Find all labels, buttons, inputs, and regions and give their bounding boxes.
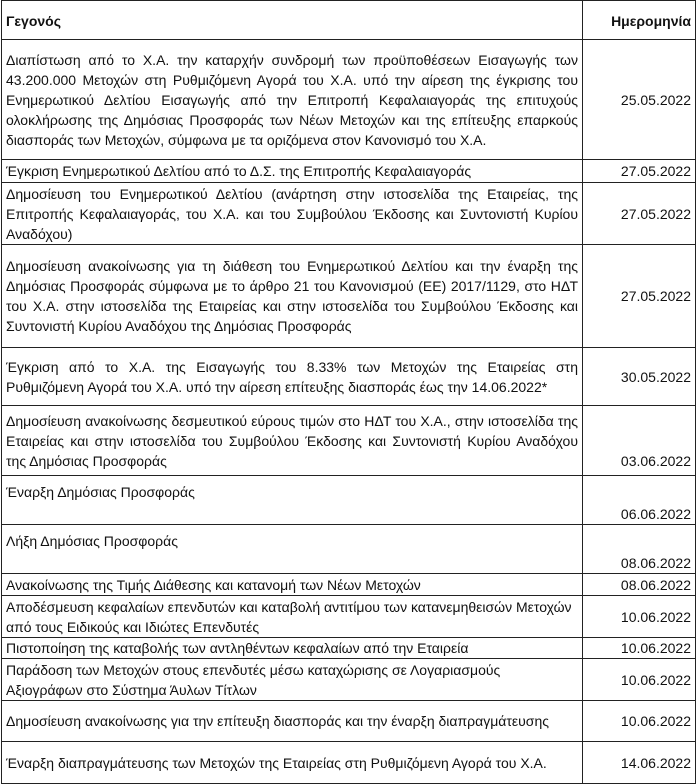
date-cell: 27.05.2022 bbox=[583, 183, 696, 245]
event-cell: Παράδοση των Μετοχών στους επενδυτές μέσω καταχώρισης σε Λογαριασμούς Αξιογράφων στο Σύστημα Άυλων Τίτλων bbox=[2, 659, 583, 701]
event-cell: Δημοσίευση του Ενημερωτικού Δελτίου (ανάρτηση στην ιστοσελίδα της Εταιρείας, της Επιτροπής Κεφαλαιαγοράς, του Χ.Α. και του Συμβούλου Έκδοσης και Συντονιστή Κυρίου Αναδόχου) bbox=[2, 183, 583, 245]
date-cell: 10.06.2022 bbox=[583, 659, 696, 701]
event-cell: Διαπίστωση από το Χ.Α. την καταρχήν συνδρομή των προϋποθέσεων Εισαγωγής των 43.200.000 Μετοχών στη Ρυθμιζόμενη Αγορά του Χ.Α. υπό την αίρεση της έγκρισης του Ενημερωτικού Δελτίου Εισαγωγής από την Επιτροπή Κεφαλαιαγοράς της επιτυχούς ολοκλήρωσης της Δημόσιας Προσφοράς των Νέων Μετοχών και της επίτευξης επαρκούς διασποράς των Μετοχών, σύμφωνα με τα οριζόμενα στον Κανονισμό του Χ.Α. bbox=[2, 40, 583, 160]
table-row bbox=[2, 742, 696, 784]
date-cell: 30.05.2022 bbox=[583, 348, 696, 406]
event-cell: Έναρξη Δημόσιας Προσφοράς bbox=[2, 476, 583, 525]
event-cell: Αποδέσμευση κεφαλαίων επενδυτών και καταβολή αντιτίμου των κατανεμηθεισών Μετοχών από τους Ειδικούς και Ιδιώτες Επενδυτές bbox=[2, 596, 583, 638]
table-row bbox=[2, 348, 696, 406]
table-row bbox=[2, 406, 696, 476]
event-cell: Έγκριση από το Χ.Α. της Εισαγωγής του 8.33% των Μετοχών της Εταιρείας στη Ρυθμιζόμενη Αγορά του Χ.Α. υπό την αίρεση επίτευξης διασποράς έως την 14.06.2022* bbox=[2, 348, 583, 406]
date-cell: 25.05.2022 bbox=[583, 40, 696, 160]
table-row bbox=[2, 476, 696, 525]
table-row bbox=[2, 183, 696, 245]
event-cell: Δημοσίευση ανακοίνωσης δεσμευτικού εύρους τιμών στο ΗΔΤ του Χ.Α., στην ιστοσελίδα της Εταιρείας και στην ιστοσελίδα του Συμβούλου Έκδοσης και Συντονιστή Κυρίου Αναδόχου της Δημόσιας Προσφοράς bbox=[2, 406, 583, 476]
table-row bbox=[2, 574, 696, 596]
date-cell: 27.05.2022 bbox=[583, 160, 696, 183]
header-event: Γεγονός bbox=[2, 1, 583, 40]
event-cell: Έγκριση Ενημερωτικού Δελτίου από το Δ.Σ. της Επιτροπής Κεφαλαιαγοράς bbox=[2, 160, 583, 183]
timetable bbox=[1, 0, 696, 784]
event-cell: Έναρξη διαπραγμάτευσης των Μετοχών της Εταιρείας στη Ρυθμιζόμενη Αγορά του Χ.Α. bbox=[2, 742, 583, 784]
date-cell: 08.06.2022 bbox=[583, 574, 696, 596]
table-row bbox=[2, 525, 696, 574]
event-cell: Πιστοποίηση της καταβολής των αντληθέντων κεφαλαίων από την Εταιρεία bbox=[2, 638, 583, 659]
header-date: Ημερομηνία bbox=[583, 1, 696, 40]
event-cell: Λήξη Δημόσιας Προσφοράς bbox=[2, 525, 583, 574]
event-cell: Δημοσίευση ανακοίνωσης για την επίτευξη διασποράς και την έναρξη διαπραγμάτευσης bbox=[2, 701, 583, 742]
date-cell: 27.05.2022 bbox=[583, 245, 696, 348]
date-cell: 10.06.2022 bbox=[583, 701, 696, 742]
table-row bbox=[2, 659, 696, 701]
table-row bbox=[2, 245, 696, 348]
date-cell: 06.06.2022 bbox=[583, 476, 696, 525]
date-cell: 03.06.2022 bbox=[583, 406, 696, 476]
date-cell: 08.06.2022 bbox=[583, 525, 696, 574]
event-cell: Δημοσίευση ανακοίνωσης για τη διάθεση του Ενημερωτικού Δελτίου και την έναρξη της Δημόσιας Προσφοράς σύμφωνα με το άρθρο 21 του Κανονισμού (ΕΕ) 2017/1129, στο ΗΔΤ του Χ.Α. στην ιστοσελίδα της Εταιρείας και στην ιστοσελίδα του Συμβούλου Έκδοσης και Συντονιστή Κυρίου Αναδόχου της Δημόσιας Προσφοράς bbox=[2, 245, 583, 348]
date-cell: 10.06.2022 bbox=[583, 638, 696, 659]
date-cell: 10.06.2022 bbox=[583, 596, 696, 638]
event-cell: Ανακοίνωσης της Τιμής Διάθεσης και κατανομή των Νέων Μετοχών bbox=[2, 574, 583, 596]
table-row bbox=[2, 160, 696, 183]
header-row bbox=[2, 1, 696, 40]
table-row bbox=[2, 40, 696, 160]
date-cell: 14.06.2022 bbox=[583, 742, 696, 784]
table-row bbox=[2, 701, 696, 742]
table-row bbox=[2, 596, 696, 638]
table-row bbox=[2, 638, 696, 659]
